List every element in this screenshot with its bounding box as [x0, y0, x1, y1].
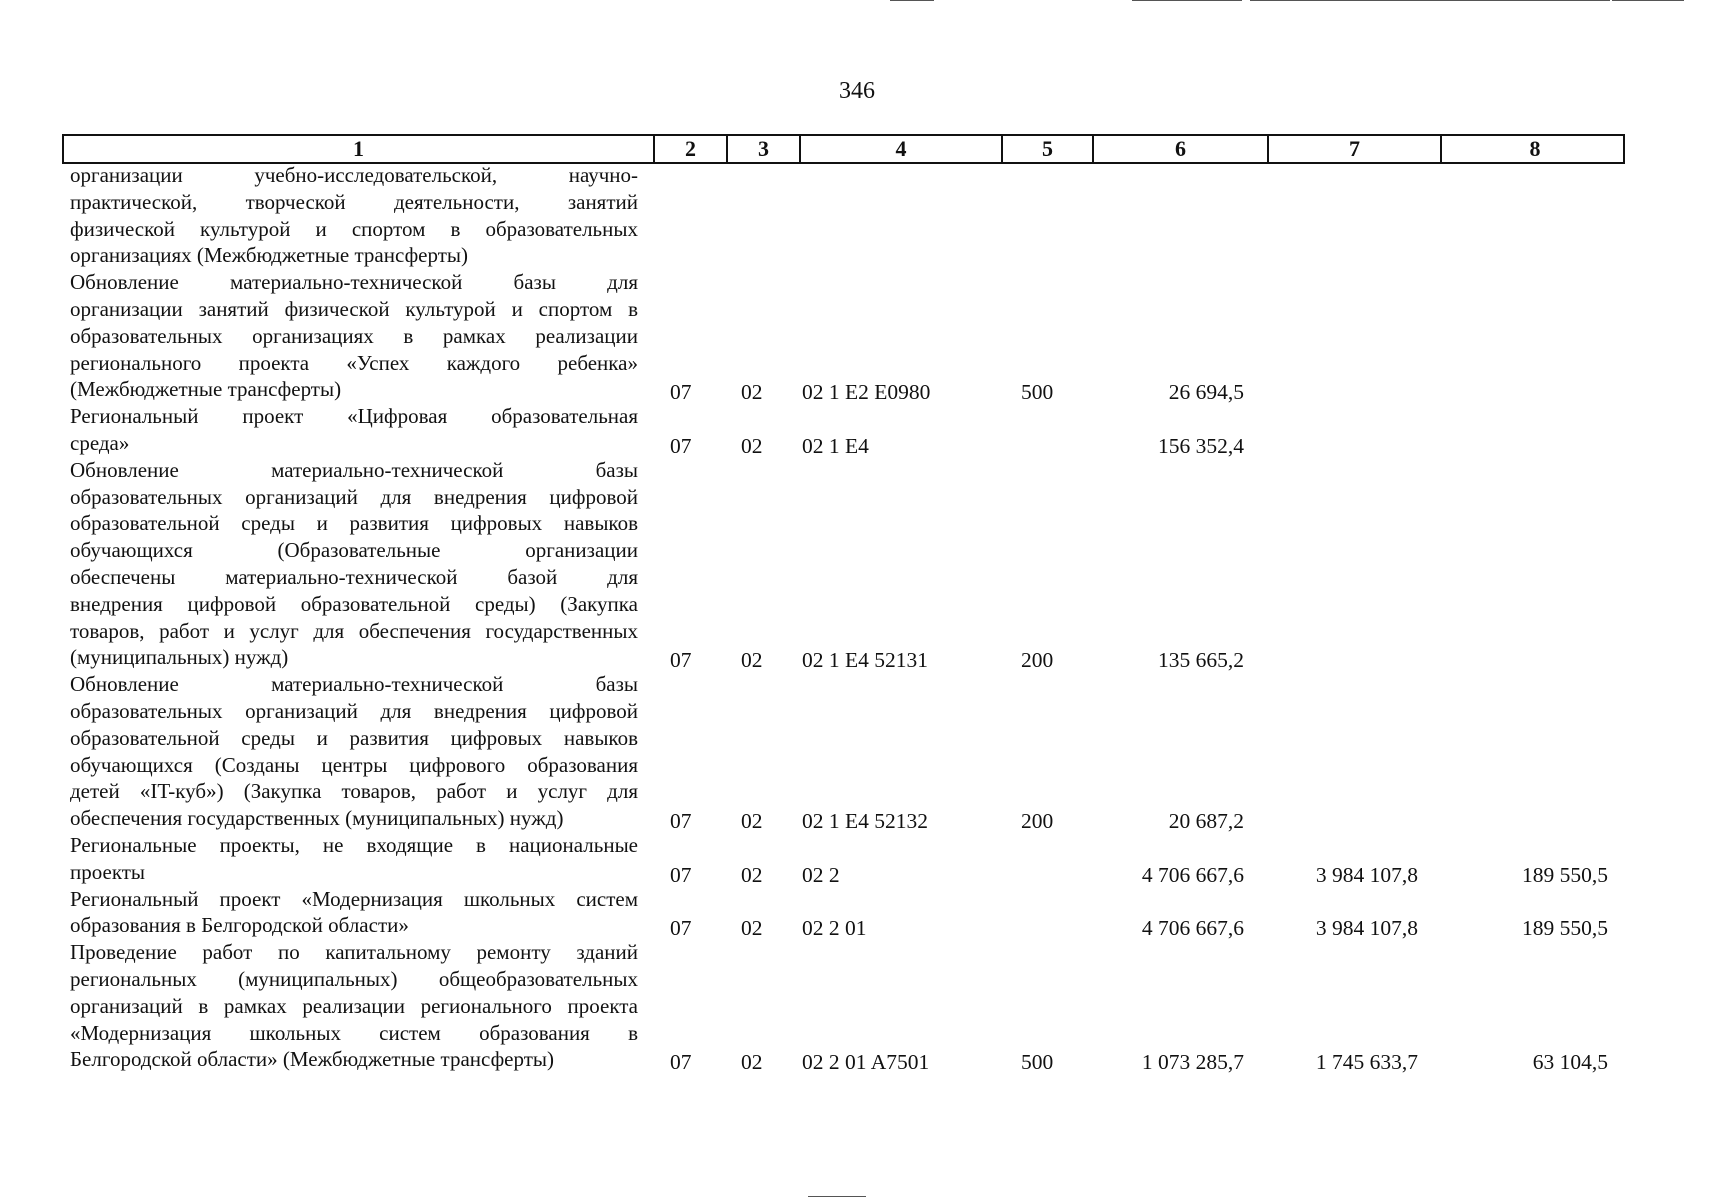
description-line: обучающихся (Образовательные организации: [70, 538, 638, 563]
description-line: регионального проекта «Успех каждого ребенка»: [70, 350, 638, 375]
cell-col-6: 1 073 285,7: [1141, 1050, 1244, 1075]
cell-col-5: 500: [1021, 380, 1054, 405]
cell-col-5: 200: [1021, 648, 1054, 673]
cell-col-4: 02 1 E4 52131: [802, 648, 929, 673]
header-col-7: 7: [1267, 136, 1440, 162]
cell-col-6: 135 665,2: [1158, 648, 1244, 673]
cell-col-4: 02 1 E4: [802, 434, 869, 458]
description-line: обеспечены материально-технической базой для: [70, 564, 638, 589]
scan-artifact-line: [1250, 0, 1610, 1]
cell-col-3: 02: [741, 862, 763, 887]
row-description: [70, 939, 638, 1073]
description-line: (Межбюджетные трансферты): [70, 377, 342, 402]
description-line: практической, творческой деятельности, занятий: [70, 189, 638, 214]
cell-col-3: 02: [741, 809, 763, 834]
description-line: образования в Белгородской области»: [70, 913, 409, 938]
row-description: [70, 457, 638, 671]
scan-artifact-line: [890, 0, 934, 1]
description-line: «Модернизация школьных систем образования в: [70, 1020, 638, 1045]
description-line: Обновление материально-технической базы для: [70, 270, 638, 295]
header-col-3: 3: [726, 136, 799, 162]
scan-artifact-line: [808, 1196, 866, 1197]
cell-col-4: 02 1 E2 E0980: [802, 380, 931, 405]
header-col-5: 5: [1001, 136, 1092, 162]
header-col-4: 4: [799, 136, 1001, 162]
row-description: [70, 671, 638, 832]
description-line: организациях (Межбюджетные трансферты): [70, 243, 468, 268]
cell-col-2: 07: [670, 809, 692, 834]
cell-col-4: 02 2 01 A7501: [802, 1050, 930, 1075]
cell-col-6: 26 694,5: [1168, 380, 1244, 405]
table-header: [62, 134, 1625, 164]
description-line: внедрения цифровой образовательной среды) (Закупка: [70, 591, 638, 616]
description-line: организации учебно-исследовательской, научно-: [70, 163, 638, 187]
cell-col-4: 02 2 01: [802, 916, 867, 941]
cell-col-6: 4 706 667,6: [1141, 916, 1244, 941]
cell-col-2: 07: [670, 434, 692, 458]
cell-col-2: 07: [670, 916, 692, 941]
description-line: образовательных организаций для внедрения цифровой: [70, 698, 638, 723]
cell-col-8: 189 550,5: [1522, 916, 1608, 941]
description-line: Обновление материально-технической базы: [70, 672, 638, 697]
description-line: региональных (муниципальных) общеобразовательных: [70, 966, 638, 991]
description-line: Обновление материально-технической базы: [70, 457, 638, 482]
cell-col-2: 07: [670, 862, 692, 887]
header-col-6: 6: [1092, 136, 1267, 162]
cell-col-3: 02: [741, 380, 763, 405]
description-line: Региональные проекты, не входящие в национальные: [70, 833, 638, 857]
description-line: среда»: [70, 430, 130, 455]
row-description: [70, 162, 638, 269]
cell-col-4: 02 1 E4 52132: [802, 809, 929, 834]
cell-col-7: 3 984 107,8: [1315, 862, 1418, 887]
description-line: обучающихся (Созданы центры цифрового образования: [70, 752, 638, 777]
description-line: товаров, работ и услуг для обеспечения государственных: [70, 618, 638, 643]
cell-col-3: 02: [741, 916, 763, 941]
description-line: Региональный проект «Цифровая образовательная: [70, 404, 638, 429]
cell-col-8: 63 104,5: [1532, 1050, 1608, 1075]
description-line: Белгородской области» (Межбюджетные трансферты): [70, 1047, 555, 1072]
page-number: 346: [839, 78, 875, 104]
cell-col-7: 3 984 107,8: [1315, 916, 1418, 941]
row-description: [70, 886, 638, 940]
description-line: организаций в рамках реализации регионального проекта: [70, 993, 638, 1018]
cell-col-5: 200: [1021, 809, 1054, 834]
row-description: [70, 832, 638, 886]
description-line: обеспечения государственных (муниципальных) нужд): [70, 806, 564, 831]
row-description: [70, 269, 638, 403]
cell-col-8: 189 550,5: [1522, 862, 1608, 887]
description-line: образовательной среды и развития цифровых навыков: [70, 725, 638, 750]
cell-col-2: 07: [670, 1050, 692, 1075]
description-line: образовательных организаций для внедрения цифровой: [70, 484, 638, 509]
description-line: Региональный проект «Модернизация школьных систем: [70, 886, 638, 911]
description-line: (муниципальных) нужд): [70, 645, 289, 670]
scan-artifact-line: [1612, 0, 1684, 1]
description-line: детей «IT-куб») (Закупка товаров, работ и услуг для: [70, 779, 638, 804]
cell-col-5: 500: [1021, 1050, 1054, 1075]
cell-col-6: 4 706 667,6: [1141, 862, 1244, 887]
header-col-8: 8: [1440, 136, 1628, 162]
description-line: проекты: [70, 859, 146, 884]
cell-col-6: 20 687,2: [1168, 809, 1244, 834]
cell-col-7: 1 745 633,7: [1315, 1050, 1418, 1075]
cell-col-2: 07: [670, 380, 692, 405]
cell-col-3: 02: [741, 1050, 763, 1075]
scan-artifact-line: [1132, 0, 1242, 1]
row-description: [70, 403, 638, 457]
cell-col-3: 02: [741, 648, 763, 673]
cell-col-4: 02 2: [802, 862, 840, 887]
cell-col-2: 07: [670, 648, 692, 673]
cell-col-3: 02: [741, 434, 763, 458]
cell-col-6: 156 352,4: [1158, 434, 1244, 458]
description-line: Проведение работ по капитальному ремонту зданий: [70, 940, 638, 965]
header-col-1: 1: [353, 136, 364, 161]
description-line: образовательной среды и развития цифровых навыков: [70, 511, 638, 536]
header-col-2: 2: [653, 136, 726, 162]
description-line: образовательных организациях в рамках реализации: [70, 323, 638, 348]
description-line: организации занятий физической культурой и спортом в: [70, 296, 638, 321]
description-line: физической культурой и спортом в образовательных: [70, 216, 638, 241]
